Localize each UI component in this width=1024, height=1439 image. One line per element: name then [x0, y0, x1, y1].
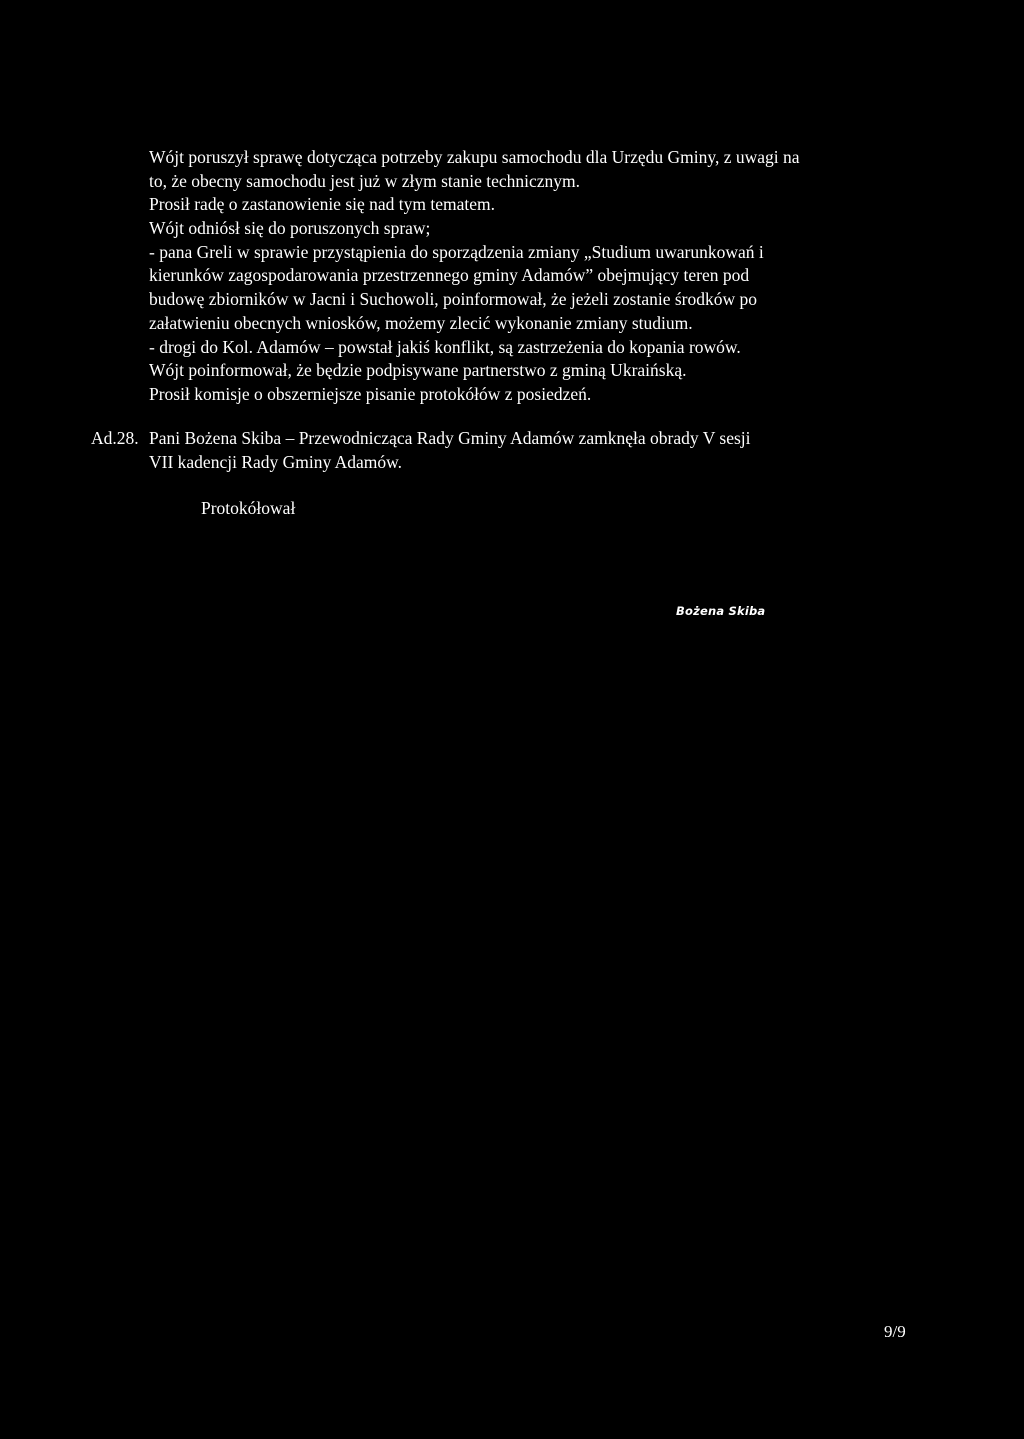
agenda-item-line: VII kadencji Rady Gminy Adamów.: [149, 451, 403, 472]
page-number: 9/9: [884, 1322, 906, 1341]
text-line: Wójt odniósł się do poruszonych spraw;: [149, 218, 431, 239]
text-line: to, że obecny samochodu jest już w złym stanie technicznym.: [149, 170, 581, 191]
agenda-item-line: Pani Bożena Skiba – Przewodnicząca Rady Gminy Adamów zamknęła obrady V sesji: [149, 428, 751, 448]
text-line: Prosił radę o zastanowienie się nad tym tematem.: [149, 194, 496, 215]
text-line: Prosił komisje o obszerniejsze pisanie protokółów z posiedzeń.: [149, 383, 592, 404]
text-line: Wójt poinformował, że będzie podpisywane partnerstwo z gminą Ukraińską.: [149, 360, 687, 381]
protocol-author-label: Protokółował: [201, 498, 296, 518]
agenda-item-number: Ad.28.: [91, 428, 139, 448]
text-line: kierunków zagospodarowania przestrzennego gminy Adamów” obejmujący teren pod: [149, 265, 750, 286]
agenda-item-text: [149, 427, 889, 474]
text-line: - pana Greli w sprawie przystąpienia do sporządzenia zmiany „Studium uwarunkowań i: [149, 241, 764, 262]
text-line: załatwieniu obecnych wniosków, możemy zlecić wykonanie zmiany studium.: [149, 312, 693, 333]
text-line: budowę zbiorników w Jacni i Suchowoli, poinformował, że jeżeli zostanie środków po: [149, 289, 757, 310]
text-line: Wójt poruszył sprawę dotycząca potrzeby zakupu samochodu dla Urzędu Gminy, z uwagi na: [149, 147, 800, 167]
text-line: - drogi do Kol. Adamów – powstał jakiś konflikt, są zastrzeżenia do kopania rowów.: [149, 336, 741, 357]
signature: Bożena Skiba: [676, 604, 766, 618]
main-text-block: [149, 146, 909, 407]
